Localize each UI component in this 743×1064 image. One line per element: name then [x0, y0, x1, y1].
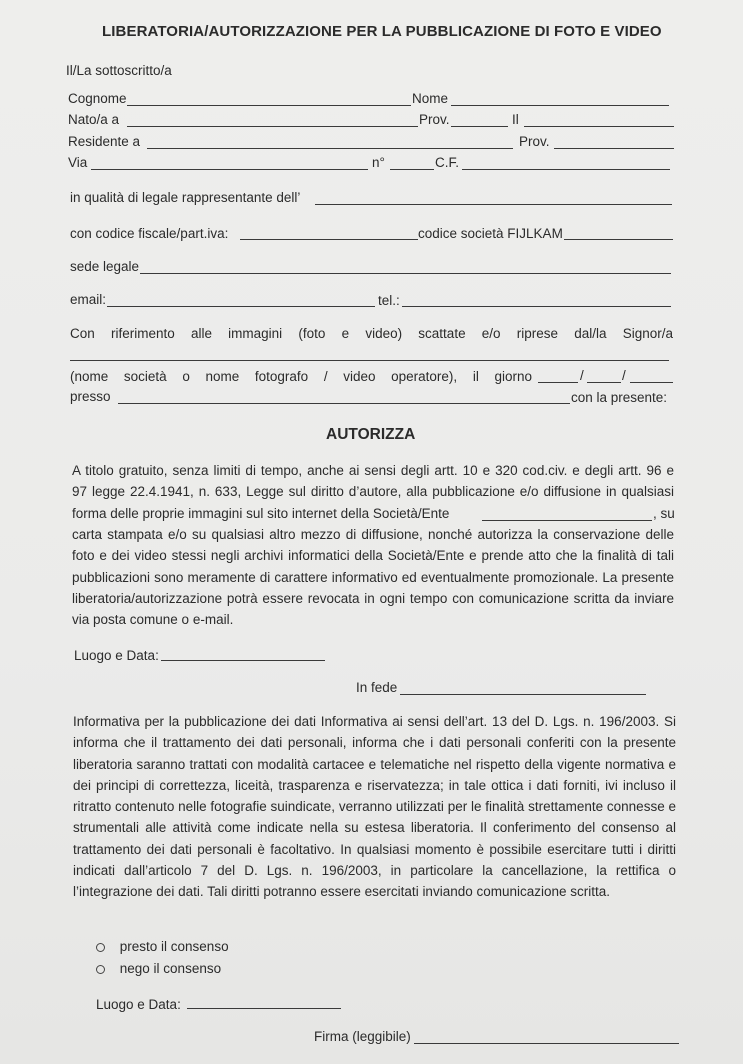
date-slash-2: /	[622, 368, 626, 383]
via-label: Via	[68, 155, 88, 170]
consent-nego-option[interactable]	[96, 961, 221, 977]
societa-ente-field[interactable]	[482, 520, 652, 521]
codice-societa-field[interactable]	[564, 239, 673, 240]
cognome-field[interactable]	[127, 105, 411, 106]
riferimento-line2: (nome società o nome fotografo / video operatore), il giorno	[70, 369, 532, 384]
codice-societa-label: codice società FIJLKAM	[418, 226, 563, 241]
nato-label: Nato/a a	[68, 112, 120, 127]
il-label: Il	[512, 112, 519, 127]
giorno-month-field[interactable]	[587, 382, 621, 383]
presso-label: presso	[70, 389, 111, 404]
email-label: email:	[70, 292, 107, 307]
email-field[interactable]	[107, 306, 375, 307]
tel-label: tel.:	[378, 293, 400, 308]
giorno-day-field[interactable]	[538, 382, 578, 383]
residente-prov-field[interactable]	[554, 148, 674, 149]
nato-field[interactable]	[127, 126, 418, 127]
qualita-label: in qualità di legale rappresentante dell’	[70, 190, 301, 205]
autorizza-heading: AUTORIZZA	[326, 426, 416, 443]
sede-legale-field[interactable]	[140, 273, 671, 274]
nome-field[interactable]	[451, 105, 669, 106]
tel-field[interactable]	[402, 306, 671, 307]
con-la-presente: con la presente:	[571, 390, 668, 405]
nato-prov-label: Prov.	[419, 112, 450, 127]
in-fede-label: In fede	[356, 680, 398, 695]
radio-circle-icon[interactable]	[96, 965, 105, 974]
luogo-data-label-1: Luogo e Data:	[74, 648, 159, 663]
cf-label: C.F.	[435, 155, 460, 170]
qualita-field[interactable]	[315, 204, 672, 205]
giorno-year-field[interactable]	[630, 382, 673, 383]
luogo-data-field-1[interactable]	[161, 660, 325, 661]
in-fede-signature-field[interactable]	[400, 694, 646, 695]
via-field[interactable]	[91, 169, 368, 170]
riferimento-line1: Con riferimento alle immagini (foto e video) scattate e/o riprese dal/la Signor/a	[70, 326, 673, 341]
autorizza-line-3-end: , su	[653, 506, 675, 521]
radio-circle-icon[interactable]	[96, 943, 105, 952]
cognome-label: Cognome	[68, 91, 127, 106]
numero-label: n°	[372, 155, 385, 170]
luogo-data-field-2[interactable]	[187, 1008, 341, 1009]
nato-prov-field[interactable]	[451, 126, 508, 127]
numero-field[interactable]	[390, 169, 434, 170]
codice-fiscale-label: con codice fiscale/part.iva:	[70, 226, 229, 241]
residente-prov-label: Prov.	[519, 134, 550, 149]
autorizza-line-3: forma delle proprie immagini sul sito internet della Società/Ente	[72, 506, 450, 521]
document-title: LIBERATORIA/AUTORIZZAZIONE PER LA PUBBLICAZIONE DI FOTO E VIDEO	[102, 23, 662, 40]
informativa-paragraph: Informativa per la pubblicazione dei dati Informativa ai sensi dell’art. 13 del D. Lgs. n. 196/2003. Si informa che il trattamento dei dati personali, informa che i dati personali conferiti con la presente liberatoria saranno trattati con modalità cartacee e telematiche nel rispetto della vigente normativa e dei principi di correttezza, liceità, trasparenza e riservatezza; in tale ottica i dati forniti, ivi incluso il ritratto contenuto nelle fotografie suindicate, verranno utilizzati per le finalità strettamente connesse e strumentali alle attività come indicate nella su estesa liberatoria. Il conferimento del consenso al trattamento dei dati personali è facoltativo. In qualsiasi momento è possibile esercitare tutti i diritti indicati dall’articolo 7 del D. Lgs. n. 196/2003, in particolare la cancellazione, la rettifica o l’integrazione dei dati. Tali diritti potranno essere esercitati inviando comunicazione scritta.	[73, 714, 676, 900]
residente-label: Residente a	[68, 134, 141, 149]
consent-presto-option[interactable]	[96, 939, 229, 955]
autorizza-line-2: 97 legge 22.4.1941, n. 633, Legge sul diritto d’autore, alla pubblicazione e/o diffusione in qualsiasi	[72, 484, 674, 499]
luogo-data-label-2: Luogo e Data:	[96, 997, 181, 1012]
cf-field[interactable]	[462, 169, 670, 170]
signor-field[interactable]	[70, 360, 669, 361]
residente-field[interactable]	[147, 148, 513, 149]
consent-presto-label: presto il consenso	[119, 939, 229, 954]
autorizza-line-1: A titolo gratuito, senza limiti di tempo, anche ai sensi degli artt. 10 e 320 cod.civ. e degli artt. 96 e	[72, 463, 674, 478]
nome-label: Nome	[412, 91, 449, 106]
presso-field[interactable]	[118, 403, 570, 404]
undersigned-label: Il/La sottoscritto/a	[66, 63, 172, 78]
firma-label: Firma (leggibile)	[314, 1029, 411, 1044]
il-date-field[interactable]	[524, 126, 674, 127]
date-slash-1: /	[580, 368, 584, 383]
sede-legale-label: sede legale	[70, 259, 140, 274]
firma-signature-field[interactable]	[414, 1043, 679, 1044]
consent-nego-label: nego il consenso	[119, 961, 222, 976]
autorizza-paragraph: carta stampata e/o su qualsiasi altro mezzo di diffusione, nonché autorizza la conservazione delle foto e dei video stessi negli archivi informatici della Società/Ente e prende atto che la finalità di tali pubblicazioni sono meramente di carattere informativo ed eventualmente promozionale. La presente liberatoria/autorizzazione potrà essere revocata in ogni tempo con comunicazione scritta da inviare via posta comune o e-mail.	[72, 527, 674, 628]
codice-fiscale-field[interactable]	[240, 239, 418, 240]
